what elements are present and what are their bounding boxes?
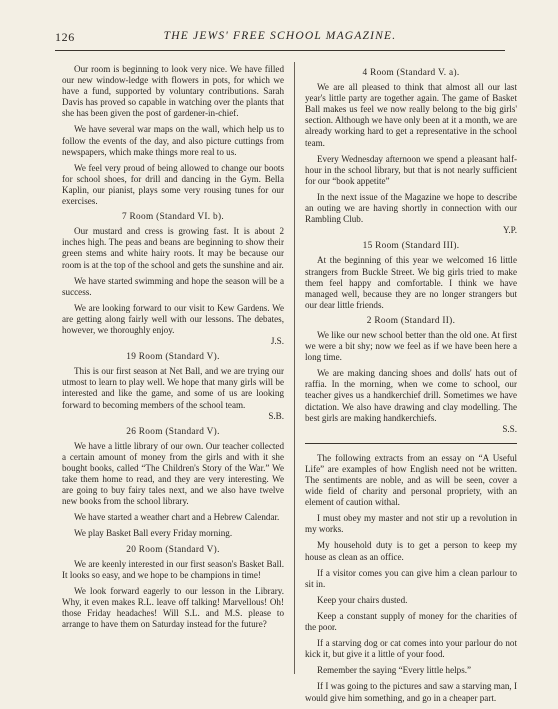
running-title: THE JEWS' FREE SCHOOL MAGAZINE. — [163, 30, 397, 42]
paragraph: We have started swimming and hope the season will be a success. — [62, 275, 284, 297]
paragraph: Remember the saying “Every little helps.” — [317, 665, 472, 676]
paragraph: We are all pleased to think that almost all our last year's little party are together again. The game of Basket Ball makes us feel we now really belong to the big girls' section. Although we have only been at it a month, we are already working hard to get a representative in the school team. — [305, 82, 517, 148]
section-divider — [305, 443, 517, 444]
paragraph: I must obey my master and not stir up a revolution in my works. — [305, 513, 517, 535]
page-number: 126 — [55, 30, 75, 44]
left-column — [62, 64, 284, 635]
paragraph: Keep your chairs dusted. — [317, 594, 408, 605]
paragraph: We have a little library of our own. Our teacher collected a certain amount of money from the girls and with it she bought books, called “The Children's Story of the War.” We take them home to read, and they are very interesting. We are going to buy fairy tales next, and we also have twelve new books from the school library. — [62, 440, 284, 507]
paragraph: Every Wednesday afternoon we spend a pleasant half-hour in the school library, but that is not nearly sufficient for our “book appetite” — [305, 153, 517, 186]
paragraph: If I was going to the pictures and saw a starving man, I would give him something, and go in a cheaper part. — [305, 681, 517, 703]
paragraph — [62, 303, 284, 347]
paragraph: We look forward eagerly to our lesson in the Library. Why, it even makes R.L. leave off talking! Marvellous! Oh! those Friday headaches! Will S.L. and M.S. please to arrange to have them on Saturday instead for the future? — [62, 585, 284, 630]
paragraph: We like our new school better than the old one. At first we were a bit shy; now we feel as if we have been here a long time. — [305, 329, 517, 363]
section-heading: 26 Room (Standard V). — [126, 426, 220, 437]
section-heading: 4 Room (Standard V. a). — [362, 68, 460, 78]
paragraph-text: We are looking forward to our visit to Kew Gardens. We are getting along fairly well with our lessons. The debates, however, we thoroughly enjoy. — [62, 302, 284, 335]
paragraph — [62, 366, 284, 421]
paragraph — [305, 368, 517, 435]
paragraph: Our room is beginning to look very nice. We have filled our new window-ledge with flowers in pots, for which we have a fund, supported by voluntary contributions. Sarah Davis has proved so capable in watching over the plants that she has been given the post of gardener-in-chief. — [62, 64, 284, 119]
paragraph-text: We are making dancing shoes and dolls' hats out of raffia. In the morning, when we come to school, our teacher gives us a handkerchief drill. Sometimes we have dictation. We also have drawing and clay modelling. The best girls are making handkerchiefs. — [305, 368, 517, 423]
column-divider — [294, 62, 295, 674]
paragraph: The following extracts from an essay on “A Useful Life” are examples of how English need not be written. The sentiments are noble, and as will be seen, cover a wide field of charity and personal propriety, with an element of caution withal. — [305, 452, 517, 508]
paragraph: At the beginning of this year we welcomed 16 little strangers from Buckle Street. We big girls tried to make them feel happy and comfortable. I think we have managed well, because they are no longer strangers but our dear little friends. — [305, 255, 517, 310]
paragraph: We are keenly interested in our first season's Basket Ball. It looks so easy, and we hope to be champions in time! — [62, 558, 284, 580]
paragraph — [305, 192, 517, 236]
paragraph: If a visitor comes you can give him a clean parlour to sit in. — [305, 567, 517, 589]
section-heading: 15 Room (Standard III). — [362, 241, 460, 252]
section-heading: 2 Room (Standard II). — [366, 315, 456, 326]
page-header — [55, 28, 505, 50]
paragraph: We have started a weather chart and a Hebrew Calendar. — [74, 512, 280, 523]
paragraph: If a starving dog or cat comes into your parlour do not kick it, but give it a little of your food. — [305, 638, 517, 660]
paragraph-text: This is our first season at Net Ball, and we are trying our utmost to learn to play well. We hope that many girls will be interested and like the game, and some of us are looking forward to becoming members of the school team. — [62, 366, 284, 410]
signature: S.B. — [268, 410, 284, 421]
signature: S.S. — [502, 423, 517, 434]
section-heading: 7 Room (Standard VI. b). — [121, 212, 225, 223]
paragraph: We feel very proud of being allowed to change our boots for school shoes, for drill and dancing in the Gym. Bella Kaplin, our pianist, plays some very rousing tunes for our exercises. — [62, 162, 284, 207]
paragraph: We play Basket Ball every Friday morning. — [74, 528, 233, 539]
section-heading: 20 Room (Standard V). — [126, 544, 220, 555]
section-heading: 19 Room (Standard V). — [126, 352, 220, 363]
signature: J.S. — [270, 336, 284, 347]
signature: Y.P. — [503, 225, 517, 236]
paragraph: Keep a constant supply of money for the charities of the poor. — [305, 610, 517, 633]
paragraph: We have several war maps on the wall, which help us to follow the events of the day, and also picture cuttings from newspapers, which make things more real to us. — [62, 124, 284, 157]
paragraph: Our mustard and cress is growing fast. It is about 2 inches high. The peas and beans are beginning to show their green stems and white hairy roots. It may be because our room is at the top of the school and gets the sunshine and air. — [62, 226, 284, 270]
paragraph-text: In the next issue of the Magazine we hope to describe an outing we are having shortly in connection with our Rambling Club. — [305, 191, 517, 225]
paragraph: My household duty is to get a person to keep my house as clean as an office. — [305, 540, 517, 562]
header-rule — [55, 50, 505, 51]
right-column — [305, 64, 517, 709]
